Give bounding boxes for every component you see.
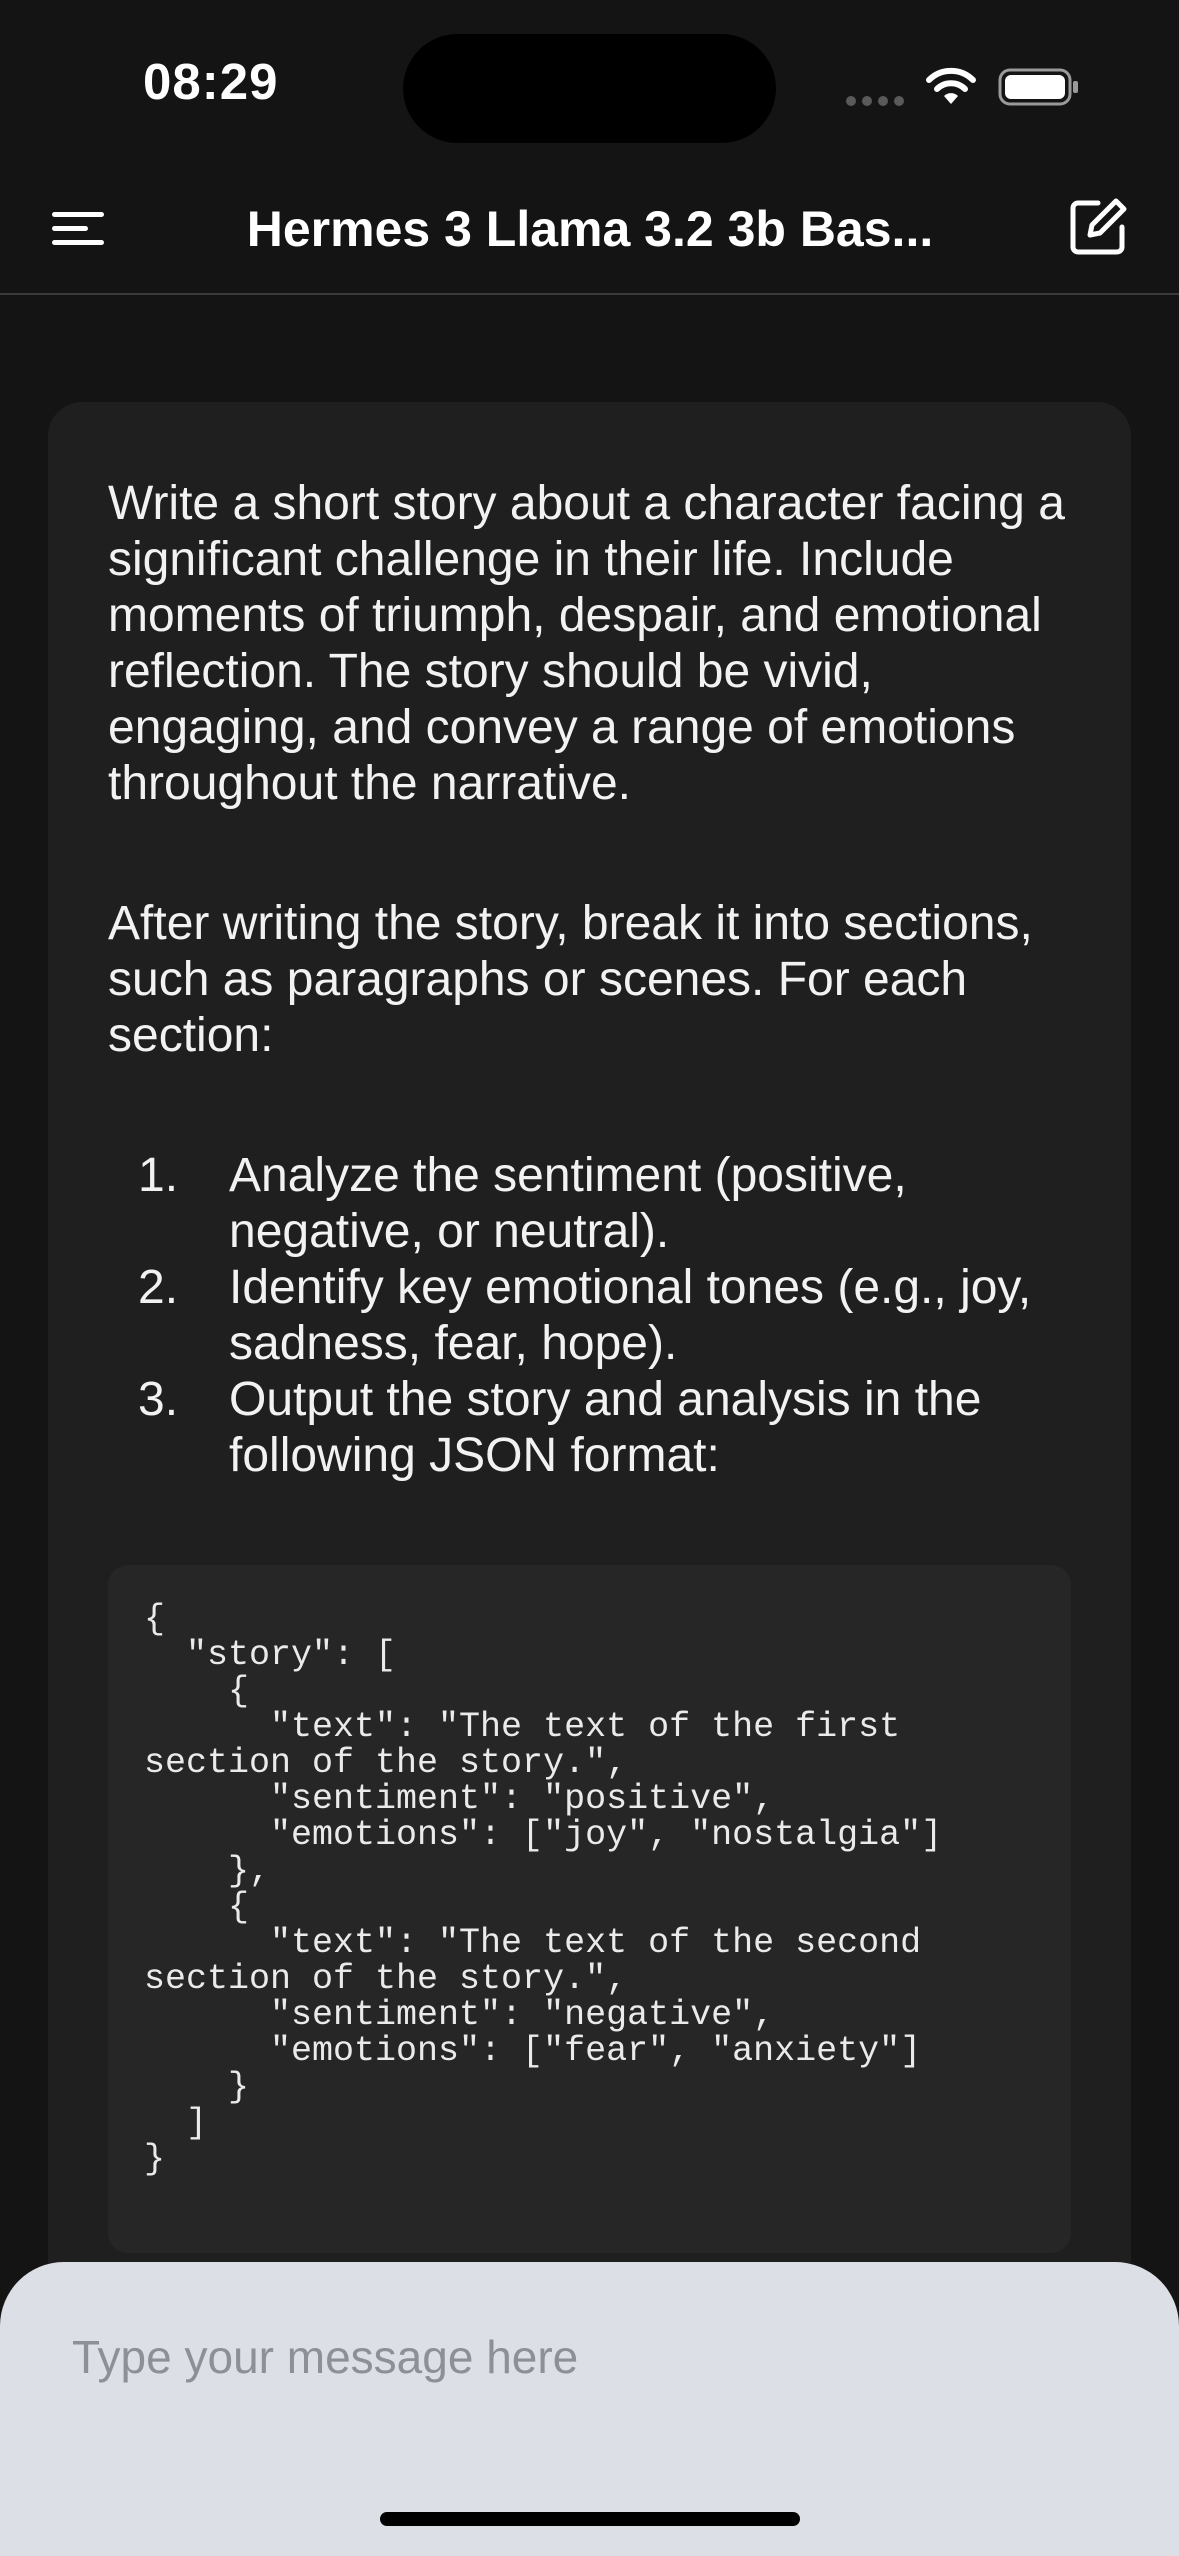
message-paragraph: After writing the story, break it into sections, such as paragraphs or scenes. For each section: bbox=[108, 897, 1033, 1062]
list-number: 1. bbox=[138, 1149, 179, 1202]
dynamic-island bbox=[403, 34, 776, 143]
instruction-list bbox=[138, 1148, 1058, 1484]
status-bar bbox=[0, 0, 1179, 175]
list-number: 2. bbox=[138, 1261, 179, 1314]
chat-header bbox=[0, 175, 1179, 295]
battery-icon bbox=[998, 68, 1080, 106]
message-input[interactable] bbox=[72, 2322, 1072, 2392]
list-item bbox=[138, 1372, 1058, 1484]
message-paragraph: Write a short story about a character facing a significant challenge in their life. Include moments of triumph, despair, and emotional reflection. The story should be vivid, engaging, and convey a range of emotions throughout the narrative. bbox=[108, 477, 1065, 810]
home-indicator bbox=[380, 2512, 800, 2526]
list-item bbox=[138, 1260, 1058, 1372]
hamburger-menu-icon[interactable] bbox=[50, 208, 106, 250]
wifi-icon bbox=[924, 66, 978, 108]
list-item-text: Analyze the sentiment (positive, negative, or neutral). bbox=[229, 1149, 907, 1258]
list-item bbox=[138, 1148, 1058, 1260]
edit-icon[interactable] bbox=[1068, 197, 1128, 257]
status-time: 08:29 bbox=[143, 53, 279, 110]
list-item-text: Output the story and analysis in the following JSON format: bbox=[229, 1373, 982, 1482]
list-number: 3. bbox=[138, 1373, 179, 1426]
cellular-signal-icon bbox=[845, 95, 905, 107]
user-message-card bbox=[48, 402, 1131, 2302]
code-block bbox=[108, 1565, 1071, 2253]
code-content: { "story": [ { "text": "The text of the first section of the story.", "sentiment": "positive", "emotions": ["joy", "nostalgia"] }, { "text": "The text of the second section of the story.", "sentiment": "negative", "emotions": ["fear", "anxiety"] } ] } bbox=[144, 1599, 943, 2179]
model-title[interactable]: Hermes 3 Llama 3.2 3b Bas... bbox=[246, 201, 934, 257]
list-item-text: Identify key emotional tones (e.g., joy, sadness, fear, hope). bbox=[229, 1261, 1032, 1370]
